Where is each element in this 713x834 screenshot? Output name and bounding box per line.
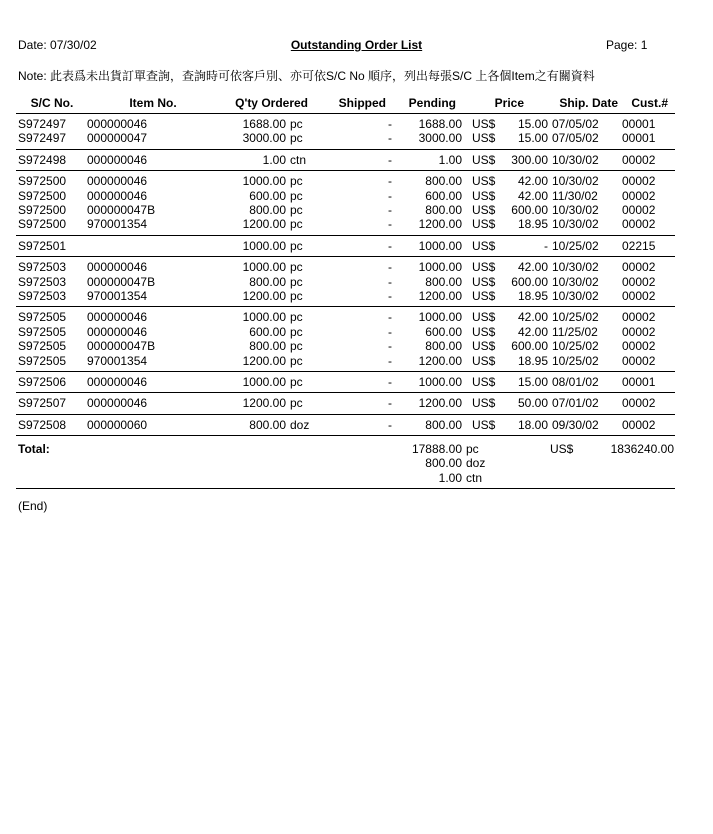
cust-cell: 00002 — [622, 260, 656, 275]
item-no-cell: 000000046 — [87, 174, 148, 189]
qty-ordered-cell: 1688.00 — [242, 117, 286, 131]
item-no-cell: 000000047B — [87, 203, 156, 217]
table-row — [0, 354, 713, 368]
pending-cell: 1000.00 — [418, 310, 462, 325]
ship-date-cell: 10/30/02 — [552, 289, 599, 303]
ship-date-cell: 08/01/02 — [552, 375, 599, 389]
shipped-cell: - — [388, 238, 392, 253]
qty-ordered-cell: 1200.00 — [242, 353, 286, 368]
report-note: Note: 此表爲未出貨訂單查詢，查詢時可依客戶別、亦可依S/C No 順序，列出每張S/C 上各個Item之有關資料 — [18, 69, 595, 83]
table-row — [0, 310, 713, 324]
sc-no-cell: S972500 — [18, 174, 67, 189]
total-pending-value: 17888.00 — [411, 442, 462, 456]
sc-no-cell: S972507 — [18, 396, 67, 411]
price-cell: 18.95 — [517, 289, 548, 303]
cust-cell: 00001 — [622, 375, 656, 389]
pending-cell: 800.00 — [425, 339, 462, 354]
unit-cell: pc — [290, 238, 303, 253]
cust-cell: 00002 — [622, 274, 656, 289]
ship-date-cell: 10/25/02 — [552, 310, 599, 325]
price-cell: 15.00 — [517, 375, 548, 389]
table-row — [0, 375, 713, 389]
currency-cell: US$ — [472, 339, 496, 354]
shipped-cell: - — [388, 289, 392, 303]
ship-date-cell: 10/25/02 — [552, 353, 599, 368]
qty-ordered-cell: 1000.00 — [242, 260, 286, 275]
pending-cell: 600.00 — [425, 324, 462, 339]
group-rule — [16, 235, 675, 236]
unit-cell: ctn — [290, 152, 307, 167]
group-rule — [16, 149, 675, 150]
column-headers — [0, 96, 713, 112]
unit-cell: pc — [290, 174, 303, 189]
col-pending: Pending — [408, 96, 456, 110]
qty-ordered-cell: 800.00 — [249, 203, 286, 217]
ship-date-cell: 11/25/02 — [552, 324, 598, 339]
shipped-cell: - — [388, 375, 392, 389]
total-pending-row — [0, 456, 713, 470]
currency-cell: US$ — [472, 417, 496, 432]
shipped-cell: - — [388, 131, 392, 146]
shipped-cell: - — [388, 339, 392, 354]
price-cell: 42.00 — [517, 324, 548, 339]
cust-cell: 02215 — [622, 238, 656, 253]
price-cell: 18.95 — [517, 217, 548, 232]
price-cell: 600.00 — [511, 274, 548, 289]
table-row — [0, 153, 713, 167]
table-row — [0, 203, 713, 217]
col-shipped: Shipped — [338, 96, 386, 110]
cust-cell: 00002 — [622, 217, 656, 232]
item-no-cell: 000000046 — [87, 310, 148, 325]
table-row — [0, 418, 713, 432]
price-cell: 15.00 — [517, 117, 548, 131]
ship-date-cell: 10/30/02 — [552, 260, 599, 275]
item-no-cell: 000000046 — [87, 117, 148, 131]
currency-cell: US$ — [472, 353, 496, 368]
sc-no-cell: S972505 — [18, 353, 67, 368]
ship-date-cell: 10/30/02 — [552, 152, 599, 167]
col-qty-ordered: Q'ty Ordered — [235, 96, 308, 110]
cust-cell: 00002 — [622, 353, 656, 368]
currency-cell: US$ — [472, 260, 496, 275]
group-rule — [16, 435, 675, 436]
shipped-cell: - — [388, 203, 392, 217]
qty-ordered-cell: 600.00 — [249, 188, 286, 203]
unit-cell: pc — [290, 353, 303, 368]
total-pending-unit: ctn — [466, 470, 483, 485]
cust-cell: 00002 — [622, 188, 656, 203]
total-amount-row — [0, 442, 713, 456]
pending-cell: 1000.00 — [418, 238, 462, 253]
item-no-cell: 000000047 — [87, 131, 148, 146]
currency-cell: US$ — [472, 310, 496, 325]
page-number: Page: 1 — [606, 38, 648, 52]
unit-cell: pc — [290, 188, 303, 203]
table-row — [0, 189, 713, 203]
item-no-cell: 000000047B — [87, 274, 156, 289]
total-pending-unit: pc — [466, 442, 479, 456]
ship-date-cell: 10/30/02 — [552, 217, 599, 232]
shipped-cell: - — [388, 217, 392, 232]
pending-cell: 800.00 — [425, 417, 462, 432]
shipped-cell: - — [388, 324, 392, 339]
sc-no-cell: S972501 — [18, 238, 67, 253]
price-cell: 42.00 — [517, 174, 548, 189]
unit-cell: doz — [290, 417, 310, 432]
cust-cell: 00001 — [622, 131, 656, 146]
cust-cell: 00002 — [622, 324, 656, 339]
qty-ordered-cell: 800.00 — [249, 417, 286, 432]
pending-cell: 1000.00 — [418, 375, 462, 389]
item-no-cell: 000000046 — [87, 324, 148, 339]
price-cell: 42.00 — [517, 310, 548, 325]
shipped-cell: - — [388, 260, 392, 275]
sc-no-cell: S972505 — [18, 310, 67, 325]
currency-cell: US$ — [472, 375, 496, 389]
pending-cell: 1000.00 — [418, 260, 462, 275]
qty-ordered-cell: 1200.00 — [242, 217, 286, 232]
group-rule — [16, 256, 675, 257]
shipped-cell: - — [388, 174, 392, 189]
qty-ordered-cell: 800.00 — [249, 339, 286, 354]
currency-cell: US$ — [472, 188, 496, 203]
item-no-cell: 970001354 — [87, 289, 148, 303]
price-cell: 42.00 — [517, 260, 548, 275]
shipped-cell: - — [388, 353, 392, 368]
total-amount: 1836240.00 — [610, 442, 674, 456]
table-row — [0, 260, 713, 274]
total-rule — [16, 488, 675, 489]
pending-cell: 1200.00 — [418, 396, 462, 411]
price-cell: 15.00 — [517, 131, 548, 146]
table-row — [0, 275, 713, 289]
cust-cell: 00002 — [622, 396, 656, 411]
currency-cell: US$ — [472, 396, 496, 411]
unit-cell: pc — [290, 289, 303, 303]
pending-cell: 1200.00 — [418, 289, 462, 303]
currency-cell: US$ — [472, 131, 496, 146]
unit-cell: pc — [290, 339, 303, 354]
sc-no-cell: S972500 — [18, 188, 67, 203]
group-rule — [16, 414, 675, 415]
table-row — [0, 239, 713, 253]
cust-cell: 00002 — [622, 152, 656, 167]
shipped-cell: - — [388, 274, 392, 289]
pending-cell: 1688.00 — [418, 117, 462, 131]
pending-cell: 800.00 — [425, 174, 462, 189]
unit-cell: pc — [290, 117, 303, 131]
sc-no-cell: S972503 — [18, 260, 67, 275]
item-no-cell: 000000046 — [87, 152, 148, 167]
group-rule — [16, 371, 675, 372]
cust-cell: 00002 — [622, 310, 656, 325]
group-rule — [16, 392, 675, 393]
qty-ordered-cell: 1.00 — [262, 152, 286, 167]
currency-cell: US$ — [472, 174, 496, 189]
table-row — [0, 325, 713, 339]
col-price: Price — [494, 96, 524, 110]
item-no-cell: 000000060 — [87, 417, 148, 432]
shipped-cell: - — [388, 396, 392, 411]
header-rule — [16, 113, 675, 114]
unit-cell: pc — [290, 324, 303, 339]
report-date: Date: 07/30/02 — [18, 38, 97, 52]
total-pending-row — [0, 471, 713, 485]
table-row — [0, 174, 713, 188]
pending-cell: 1.00 — [438, 152, 462, 167]
item-no-cell: 000000047B — [87, 339, 156, 354]
report-title: Outstanding Order List — [290, 38, 423, 52]
col-item-no: Item No. — [129, 96, 177, 110]
pending-cell: 1200.00 — [418, 217, 462, 232]
sc-no-cell: S972497 — [18, 131, 67, 146]
currency-cell: US$ — [472, 274, 496, 289]
table-row — [0, 131, 713, 145]
sc-no-cell: S972508 — [18, 417, 67, 432]
price-cell: 600.00 — [511, 203, 548, 217]
pending-cell: 800.00 — [425, 203, 462, 217]
price-cell: 600.00 — [511, 339, 548, 354]
ship-date-cell: 10/30/02 — [552, 274, 599, 289]
cust-cell: 00002 — [622, 289, 656, 303]
ship-date-cell: 10/30/02 — [552, 174, 599, 189]
sc-no-cell: S972500 — [18, 217, 67, 232]
price-cell: 18.00 — [517, 417, 548, 432]
unit-cell: pc — [290, 375, 303, 389]
currency-cell: US$ — [472, 217, 496, 232]
item-no-cell: 970001354 — [87, 217, 148, 232]
cust-cell: 00002 — [622, 339, 656, 354]
sc-no-cell: S972505 — [18, 324, 67, 339]
shipped-cell: - — [388, 417, 392, 432]
unit-cell: pc — [290, 203, 303, 217]
qty-ordered-cell: 1200.00 — [242, 396, 286, 411]
group-rule — [16, 306, 675, 307]
sc-no-cell: S972506 — [18, 375, 67, 389]
shipped-cell: - — [388, 310, 392, 325]
total-label: Total: — [18, 442, 50, 456]
qty-ordered-cell: 3000.00 — [242, 131, 286, 146]
qty-ordered-cell: 1000.00 — [242, 310, 286, 325]
price-cell: - — [544, 238, 548, 253]
price-cell: 42.00 — [517, 188, 548, 203]
qty-ordered-cell: 1000.00 — [242, 375, 286, 389]
col-cust: Cust.# — [631, 96, 668, 110]
pending-cell: 600.00 — [425, 188, 462, 203]
total-currency: US$ — [550, 442, 574, 456]
pending-cell: 3000.00 — [418, 131, 462, 146]
price-cell: 50.00 — [517, 396, 548, 411]
currency-cell: US$ — [472, 238, 496, 253]
shipped-cell: - — [388, 188, 392, 203]
sc-no-cell: S972497 — [18, 117, 67, 131]
unit-cell: pc — [290, 396, 303, 411]
sc-no-cell: S972498 — [18, 152, 67, 167]
unit-cell: pc — [290, 310, 303, 325]
item-no-cell: 000000046 — [87, 188, 148, 203]
ship-date-cell: 07/01/02 — [552, 396, 599, 411]
item-no-cell: 000000046 — [87, 396, 148, 411]
pending-cell: 1200.00 — [418, 353, 462, 368]
currency-cell: US$ — [472, 117, 496, 131]
ship-date-cell: 11/30/02 — [552, 188, 598, 203]
cust-cell: 00002 — [622, 203, 656, 217]
sc-no-cell: S972505 — [18, 339, 67, 354]
table-row — [0, 289, 713, 303]
currency-cell: US$ — [472, 152, 496, 167]
item-no-cell: 970001354 — [87, 353, 148, 368]
item-no-cell: 000000046 — [87, 260, 148, 275]
total-pending-unit: doz — [466, 456, 486, 471]
qty-ordered-cell: 1200.00 — [242, 289, 286, 303]
currency-cell: US$ — [472, 289, 496, 303]
col-sc-no: S/C No. — [30, 96, 74, 110]
pending-cell: 800.00 — [425, 274, 462, 289]
price-cell: 18.95 — [517, 353, 548, 368]
sc-no-cell: S972500 — [18, 203, 67, 217]
qty-ordered-cell: 600.00 — [249, 324, 286, 339]
qty-ordered-cell: 800.00 — [249, 274, 286, 289]
unit-cell: pc — [290, 274, 303, 289]
shipped-cell: - — [388, 117, 392, 131]
group-rule — [16, 170, 675, 171]
currency-cell: US$ — [472, 324, 496, 339]
ship-date-cell: 07/05/02 — [552, 117, 599, 131]
ship-date-cell: 09/30/02 — [552, 417, 599, 432]
currency-cell: US$ — [472, 203, 496, 217]
table-row — [0, 339, 713, 353]
unit-cell: pc — [290, 131, 303, 146]
col-ship-date: Ship. Date — [559, 96, 618, 110]
table-row — [0, 396, 713, 410]
qty-ordered-cell: 1000.00 — [242, 238, 286, 253]
table-row — [0, 217, 713, 231]
end-marker: (End) — [18, 499, 48, 513]
qty-ordered-cell: 1000.00 — [242, 174, 286, 189]
total-pending-value: 1.00 — [438, 470, 462, 485]
sc-no-cell: S972503 — [18, 274, 67, 289]
table-row — [0, 117, 713, 131]
cust-cell: 00001 — [622, 117, 656, 131]
ship-date-cell: 10/30/02 — [552, 203, 599, 217]
unit-cell: pc — [290, 260, 303, 275]
shipped-cell: - — [388, 152, 392, 167]
total-pending-value: 800.00 — [425, 456, 462, 471]
cust-cell: 00002 — [622, 417, 656, 432]
price-cell: 300.00 — [511, 152, 548, 167]
cust-cell: 00002 — [622, 174, 656, 189]
sc-no-cell: S972503 — [18, 289, 67, 303]
item-no-cell: 000000046 — [87, 375, 148, 389]
ship-date-cell: 10/25/02 — [552, 238, 599, 253]
unit-cell: pc — [290, 217, 303, 232]
ship-date-cell: 07/05/02 — [552, 131, 599, 146]
ship-date-cell: 10/25/02 — [552, 339, 599, 354]
